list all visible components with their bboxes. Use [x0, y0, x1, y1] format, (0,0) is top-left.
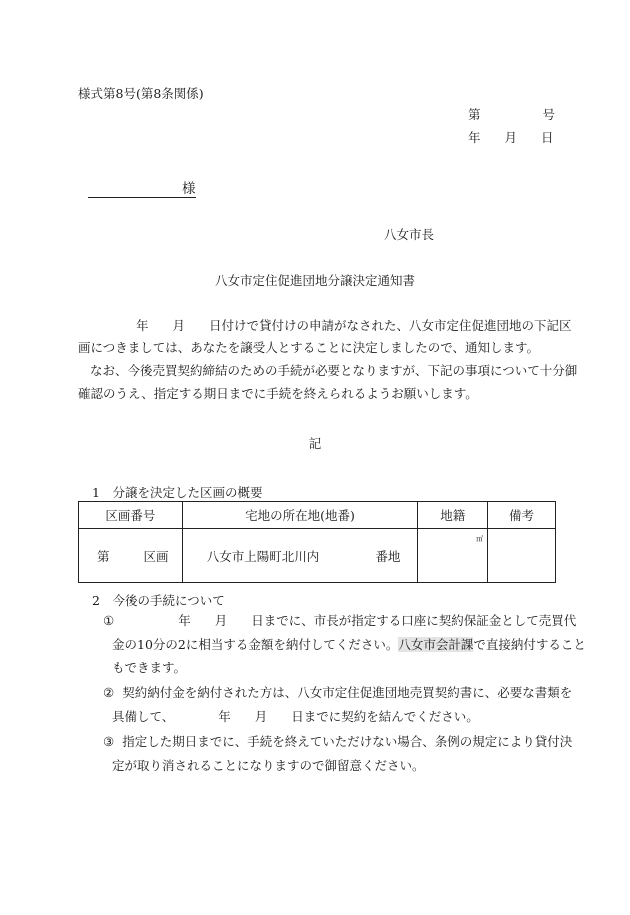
cell-address	[182, 529, 418, 583]
section-1-heading: 1 分譲を決定した区画の概要	[92, 485, 263, 500]
item-2-marker: ②	[103, 685, 115, 700]
body-paragraph-1-line-2: 画につきましては、あなたを譲受人とすることに決定しましたので、通知します。	[78, 340, 540, 355]
body-month: 月	[172, 318, 186, 333]
doc-no-suffix: 号	[542, 107, 556, 122]
lot-prefix: 第	[97, 548, 110, 564]
item-2-line-2	[112, 706, 479, 728]
date-month: 月	[504, 130, 518, 145]
item-2-text-a: 具備して、	[112, 709, 175, 724]
item-3-line-2: 定が取り消されることになりますので御留意ください。	[112, 758, 425, 773]
form-label: 様式第8号(第8条関係)	[78, 86, 204, 101]
item-1-text-b: で直接納付すること	[473, 637, 586, 652]
ki-label	[0, 434, 630, 452]
parcel-table	[78, 501, 556, 583]
item-3-text: 指定した期日までに、手続を終えていただけない場合、条例の規定により貸付決	[122, 734, 573, 749]
section-2-heading: 2 今後の手続について	[92, 593, 225, 608]
body-paragraph-2-line-1: なお、今後売買契約締結のための手続が必要となりますが、下記の事項について十分御	[90, 363, 578, 378]
recipient-honorific: 様	[176, 181, 196, 198]
item-3-line-1	[103, 731, 572, 753]
date-day: 日	[541, 130, 554, 145]
body-paragraph-2-line-2: 確認のうえ、指定する期日までに手続を終えられるようお願いします。	[78, 386, 478, 401]
doc-no-prefix: 第	[468, 107, 481, 122]
address-suffix: 番地	[375, 548, 401, 564]
item-1-marker: ①	[103, 613, 115, 628]
body-paragraph-1-line-1	[78, 315, 572, 337]
recipient-blank	[88, 183, 176, 198]
recipient	[88, 177, 196, 198]
header-area: 地籍	[418, 502, 488, 529]
item-2-year: 年	[218, 709, 231, 724]
item-3-marker: ③	[103, 734, 115, 749]
area-unit: ㎡	[476, 535, 484, 543]
header-address: 宅地の所在地(地番)	[182, 502, 418, 529]
date-year: 年	[468, 130, 481, 145]
body-year: 年	[136, 318, 149, 333]
table-row	[79, 529, 556, 583]
document-title	[0, 271, 630, 289]
item-2-text-b: 日までに契約を結んでください。	[291, 709, 479, 724]
cell-lot-number	[79, 529, 183, 583]
header-lot-number: 区画番号	[79, 502, 183, 529]
cell-area	[418, 529, 488, 583]
cell-notes	[488, 529, 556, 583]
sender: 八女市長	[384, 227, 435, 242]
item-1-year: 年	[178, 613, 191, 628]
ki-text: 記	[308, 436, 322, 451]
header-notes: 備考	[488, 502, 556, 529]
document-title-text: 八女市定住促進団地分譲決定通知書	[214, 273, 415, 288]
item-1-rest: 日までに、市長が指定する口座に契約保証金として売買代	[251, 613, 577, 628]
document-number	[468, 105, 555, 123]
body-rest: 日付けで貸付けの申請がなされた、八女市定住促進団地の下記区	[209, 318, 572, 333]
accounting-office-highlight: 八女市会計課	[398, 637, 474, 652]
item-1-line-3: もできます。	[112, 660, 187, 675]
item-2-line-1	[103, 682, 572, 704]
item-1-line-2	[112, 634, 586, 656]
parcel-table-header-row	[79, 502, 556, 529]
item-2-month: 月	[254, 709, 268, 724]
item-1-line-1	[103, 610, 576, 632]
lot-suffix: 区画	[143, 548, 169, 564]
item-1-text-a: 金の10分の2に相当する金額を納付してください。	[112, 637, 399, 652]
address-text: 八女市上陽町北川内	[206, 548, 320, 564]
item-2-text: 契約納付金を納付された方は、八女市定住促進団地売買契約書に、必要な書類を	[122, 685, 573, 700]
item-1-month: 月	[214, 613, 228, 628]
issue-date	[468, 128, 554, 146]
